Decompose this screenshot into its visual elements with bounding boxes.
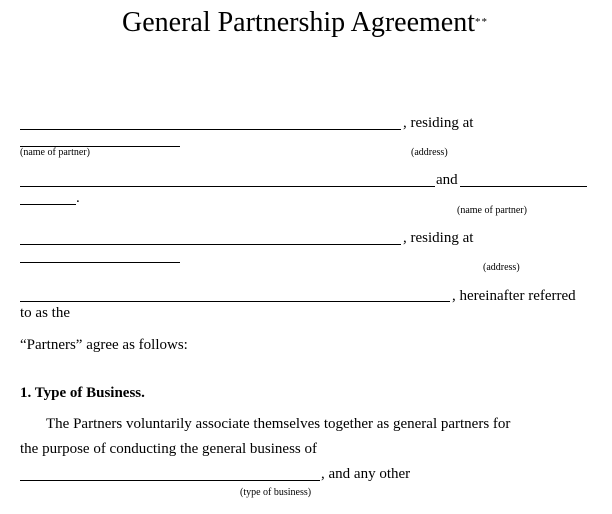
paragraph-line: the purpose of conducting the general business of	[20, 441, 318, 457]
hereinafter-referred-text: , hereinafter referred	[452, 288, 576, 304]
partners-agree-text: “Partners” agree as follows:	[20, 337, 188, 353]
partner2-name-continued-blank[interactable]	[20, 204, 76, 205]
and-any-other-text: , and any other	[321, 466, 411, 482]
address-label: (address)	[411, 147, 448, 158]
address-label: (address)	[483, 262, 520, 273]
partner2-residence-blank[interactable]	[20, 244, 401, 245]
partner1-address-continued-blank[interactable]	[20, 186, 435, 187]
residing-at-text: , residing at	[403, 115, 474, 131]
title-footnote-mark: **	[474, 16, 488, 28]
name-of-partner-label: (name of partner)	[457, 205, 527, 216]
title-text: General Partnership Agreement	[122, 7, 475, 38]
section-heading-type-of-business: 1. Type of Business.	[20, 385, 145, 401]
paragraph-line: The Partners voluntarily associate themselves together as general partners for	[46, 416, 511, 432]
partner1-name-blank[interactable]	[20, 129, 401, 130]
to-as-the-text: to as the	[20, 305, 70, 321]
type-of-business-blank[interactable]	[20, 480, 320, 481]
residing-at-text: , residing at	[403, 230, 474, 246]
document-title	[122, 4, 488, 41]
name-of-partner-label: (name of partner)	[20, 147, 90, 158]
partner2-address-blank[interactable]	[20, 262, 180, 263]
period-text: .	[76, 190, 80, 206]
and-text: and	[436, 172, 458, 188]
type-of-business-label: (type of business)	[240, 487, 312, 498]
partner2-address-continued-blank[interactable]	[20, 301, 450, 302]
partner2-name-blank[interactable]	[460, 186, 587, 187]
